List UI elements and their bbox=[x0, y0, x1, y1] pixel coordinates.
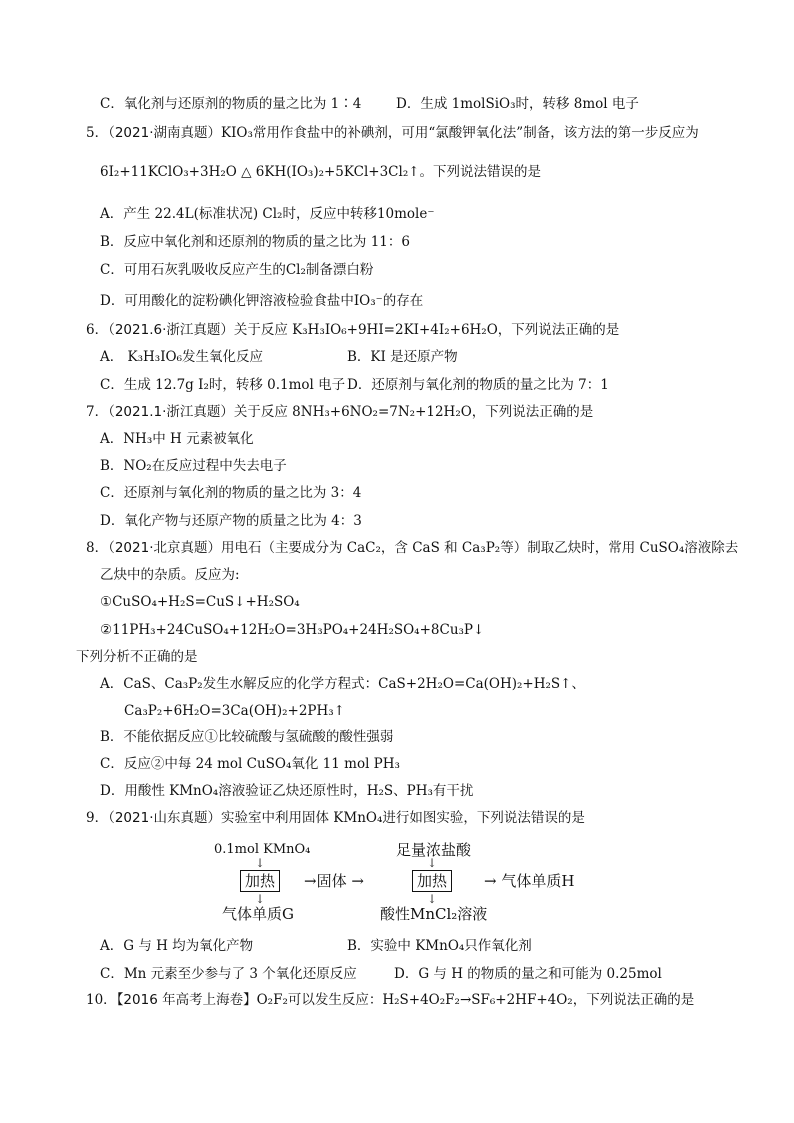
question-number: 5． bbox=[86, 125, 109, 141]
question-10-stem bbox=[86, 991, 694, 1009]
question-5-stem bbox=[86, 124, 699, 142]
question-text: 关于反应 K₃H₃IO₆+9HI=2KI+4I₂+6H₂O，下列说法正确的是 bbox=[233, 322, 620, 338]
question-number: 9． bbox=[86, 810, 109, 826]
q5-option-b: B．反应中氧化剂和还原剂的物质的量之比为 11：6 bbox=[100, 234, 410, 250]
question-text: 用电石（主要成分为 CaC₂，含 CaS 和 Ca₃P₂等）制取乙炔时，常用 CuSO₄溶液除去 bbox=[221, 540, 739, 556]
q8-reaction-1: ①CuSO₄+H₂S=CuS↓+H₂SO₄ bbox=[100, 594, 300, 610]
q6-option-c: C．生成 12.7g I₂时，转移 0.1mol 电子 bbox=[100, 377, 346, 393]
q4-option-d: D．生成 1molSiO₃时，转移 8mol 电子 bbox=[396, 96, 639, 112]
q6-option-b: B．KI 是还原产物 bbox=[347, 349, 458, 365]
question-number: 8． bbox=[86, 540, 109, 556]
diagram-input-kmno4: 0.1mol KMnO₄ bbox=[214, 842, 311, 857]
q7-option-b: B．NO₂在反应过程中失去电子 bbox=[100, 458, 287, 474]
q7-option-a: A．NH₃中 H 元素被氧化 bbox=[100, 431, 254, 447]
question-8-stem bbox=[86, 539, 738, 557]
q6-option-a: A． K₃H₃IO₆发生氧化反应 bbox=[100, 349, 264, 365]
q8-option-b: B．不能依据反应①比较硫酸与氢硫酸的酸性强弱 bbox=[100, 729, 394, 745]
question-text: 关于反应 8NH₃+6NO₂=7N₂+12H₂O，下列说法正确的是 bbox=[233, 404, 594, 420]
q4-option-c: C．氧化剂与还原剂的物质的量之比为 1∶4 bbox=[100, 96, 362, 112]
question-9-stem bbox=[86, 809, 585, 827]
q8-option-a-cont: Ca₃P₂+6H₂O=3Ca(OH)₂+2PH₃↑ bbox=[124, 703, 345, 719]
diagram-heat-box-1: 加热 bbox=[240, 870, 280, 892]
diagram-gas-h: → 气体单质H bbox=[484, 872, 575, 890]
q8-option-c: C．反应②中每 24 mol CuSO₄氧化 11 mol PH₃ bbox=[100, 756, 400, 772]
q9-option-c: C．Mn 元素至少参与了 3 个氧化还原反应 bbox=[100, 966, 357, 982]
arrow-down-icon: ↓ bbox=[427, 856, 438, 870]
question-source: （2021·湖南真题） bbox=[108, 125, 221, 141]
q5-option-d: D．可用酸化的淀粉碘化钾溶液检验食盐中IO₃⁻的存在 bbox=[100, 293, 424, 309]
question-source: 【2016 年高考上海卷】 bbox=[116, 992, 257, 1008]
arrow-down-icon: ↓ bbox=[255, 892, 266, 906]
diagram-heat-box-2: 加热 bbox=[412, 870, 452, 892]
question-text: 实验室中利用固体 KMnO₄进行如图实验，下列说法错误的是 bbox=[221, 810, 585, 826]
q9-option-d: D．G 与 H 的物质的量之和可能为 0.25mol bbox=[394, 966, 662, 982]
question-8-stem-cont: 乙炔中的杂质。反应为: bbox=[100, 567, 240, 583]
question-number: 7． bbox=[86, 404, 109, 420]
q5-option-c: C．可用石灰乳吸收反应产生的Cl₂制备漂白粉 bbox=[100, 262, 374, 278]
question-number: 6． bbox=[86, 322, 109, 338]
q8-option-a: A．CaS、Ca₃P₂发生水解反应的化学方程式：CaS+2H₂O=Ca(OH)₂+H₂S↑、 bbox=[100, 676, 585, 692]
question-source: （2021.1·浙江真题） bbox=[108, 404, 234, 420]
question-5-equation: 6I₂+11KClO₃+3H₂O △ 6KH(IO₃)₂+5KCl+3Cl₂↑。下列说法错误的是 bbox=[100, 164, 542, 180]
question-source: （2021.6·浙江真题） bbox=[108, 322, 234, 338]
question-7-stem bbox=[86, 403, 593, 421]
question-text: O₂F₂可以发生反应：H₂S+4O₂F₂→SF₆+2HF+4O₂，下列说法正确的是 bbox=[256, 992, 695, 1008]
q9-option-a: A．G 与 H 均为氧化产物 bbox=[100, 938, 254, 954]
q7-option-c: C．还原剂与氧化剂的物质的量之比为 3：4 bbox=[100, 485, 362, 501]
q8-option-d: D．用酸性 KMnO₄溶液验证乙炔还原性时，H₂S、PH₃有干扰 bbox=[100, 783, 474, 799]
diagram-input-hcl: 足量浓盐酸 bbox=[396, 841, 472, 859]
diagram-solid-arrow: →固体 → bbox=[304, 872, 364, 890]
question-source: （2021·北京真题） bbox=[108, 540, 221, 556]
question-6-stem bbox=[86, 321, 619, 339]
q8-ask: 下列分析不正确的是 bbox=[76, 649, 198, 665]
question-number: 10． bbox=[86, 992, 117, 1008]
question-text: KIO₃常用作食盐中的补碘剂，可用“氯酸钾氧化法”制备，该方法的第一步反应为 bbox=[221, 125, 699, 141]
arrow-down-icon: ↓ bbox=[255, 856, 266, 870]
q5-option-a: A．产生 22.4L(标准状况) Cl₂时，反应中转移10mole⁻ bbox=[100, 206, 435, 222]
q8-reaction-2: ②11PH₃+24CuSO₄+12H₂O=3H₃PO₄+24H₂SO₄+8Cu₃P↓ bbox=[100, 622, 485, 638]
q7-option-d: D．氧化产物与还原产物的质量之比为 4：3 bbox=[100, 513, 362, 529]
arrow-down-icon: ↓ bbox=[427, 892, 438, 906]
question-source: （2021·山东真题） bbox=[108, 810, 221, 826]
diagram-gas-g: 气体单质G bbox=[222, 905, 294, 923]
q9-option-b: B．实验中 KMnO₄只作氧化剂 bbox=[347, 938, 532, 954]
diagram-mncl2-solution: 酸性MnCl₂溶液 bbox=[380, 905, 488, 923]
q6-option-d: D．还原剂与氧化剂的物质的量之比为 7：1 bbox=[347, 377, 609, 393]
